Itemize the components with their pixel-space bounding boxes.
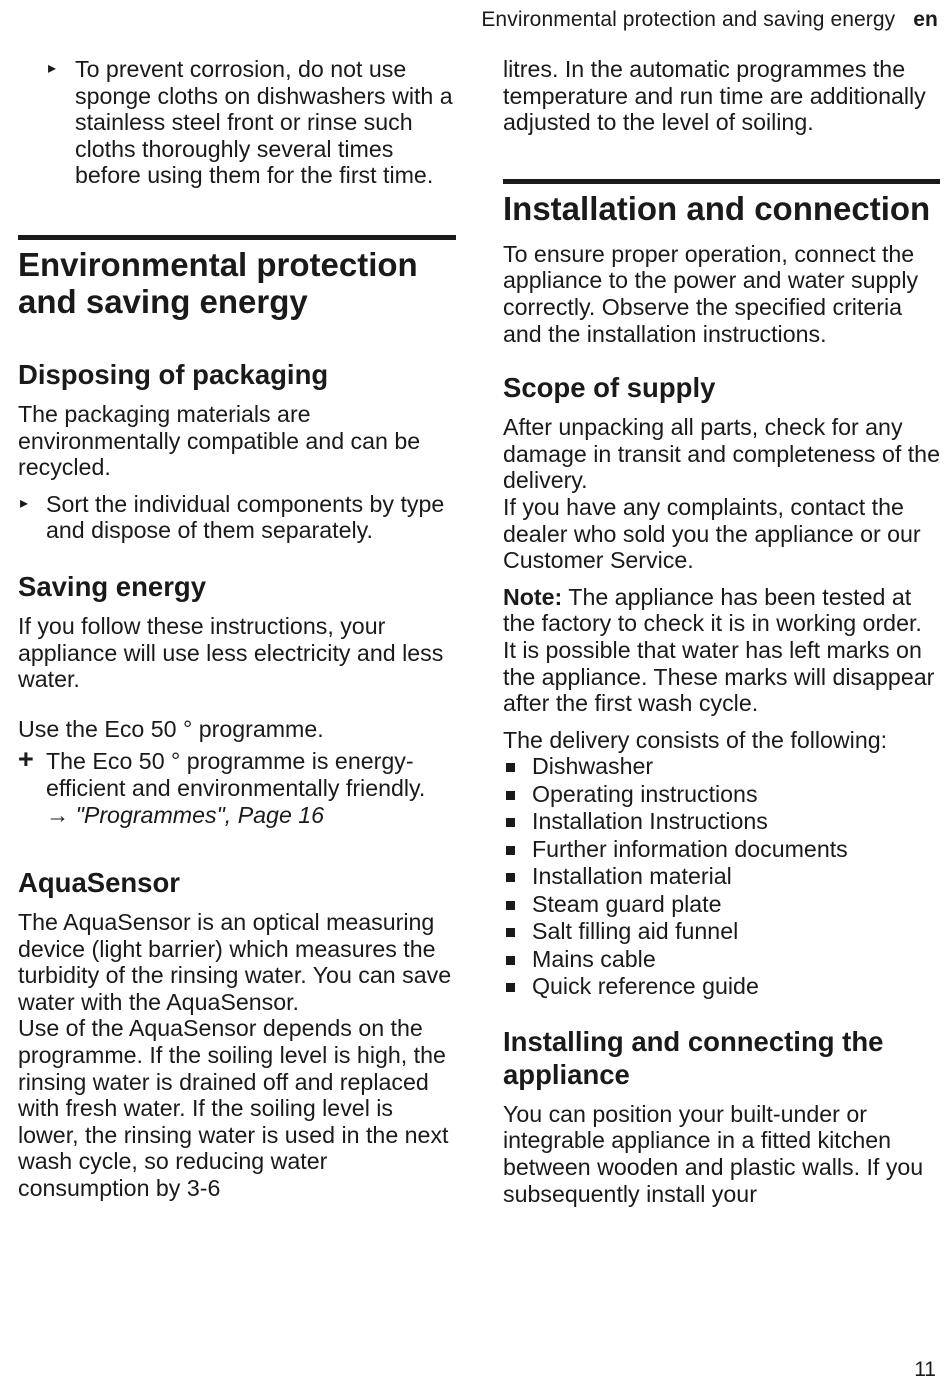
delivery-list — [503, 753, 940, 1001]
plus-icon: + — [18, 744, 34, 775]
heading-aquasensor: AquaSensor — [18, 867, 180, 899]
triangle-bullet-icon: ▸ — [48, 60, 57, 77]
delivery-list-intro: The delivery consists of the following: — [503, 726, 888, 753]
saving-energy-text: If you follow these instructions, your appliance will use less electricity and less water. — [18, 612, 444, 693]
list-item: Salt filling aid funnel — [503, 918, 940, 946]
aquasensor-text-1: The AquaSensor is an optical measuring device (light barrier) which measures the turbidity of the rinsing water. You can save water with the AquaSensor. — [18, 909, 452, 1015]
list-item: Operating instructions — [503, 781, 940, 809]
heading-saving-energy: Saving energy — [18, 570, 206, 602]
corrosion-bullet: ▸ To prevent corrosion, do not use sponge cloths on dishwashers with a stainless steel front or rinse such cloths thoroughly several times before using them for the first time. — [48, 56, 453, 189]
packaging-bullet: ▸ Sort the individual components by type and dispose of them separately. — [20, 490, 445, 544]
installing-text: You can position your built-under or integrable appliance in a fitted kitchen between wooden and plastic walls. If you subsequently install your — [503, 1100, 924, 1207]
heading-scope-of-supply: Scope of supply — [503, 372, 716, 404]
scope-text-2: If you have any complaints, contact the dealer who sold you the appliance or our Customer Service. — [503, 493, 921, 574]
section-title-environment: Environmental protection and saving energy — [18, 235, 456, 320]
section-title-installation: Installation and connection — [503, 179, 940, 227]
list-item: Mains cable — [503, 946, 940, 974]
eco-benefit-item: + The Eco 50 ° programme is energy-efficient and environmentally friendly. → "Programmes", Page 16 — [18, 748, 456, 828]
installation-intro: To ensure proper operation, connect the appliance to the power and water supply correctly. Observe the specified criteria and the installation instructions. — [503, 240, 919, 347]
running-header — [481, 8, 938, 32]
right-column — [503, 56, 940, 1207]
note-paragraph — [503, 584, 940, 717]
note-label: Note: — [503, 583, 563, 610]
list-item: Further information documents — [503, 836, 940, 864]
running-header-title: Environmental protection and saving energy — [481, 8, 896, 31]
aquasensor-text-2: Use of the AquaSensor depends on the programme. If the soiling level is high, the rinsing water is drained off and replaced with fresh water. If the soiling level is lower, the rinsing water is used in the next wash cycle, so reducing water consumption by 3-6 — [18, 1015, 449, 1202]
packaging-text: The packaging materials are environmentally compatible and can be recycled. — [18, 400, 421, 481]
heading-installing-connecting: Installing and connecting the appliance — [503, 1025, 884, 1090]
left-column — [18, 56, 456, 1202]
list-item: Installation Instructions — [503, 808, 940, 836]
scope-text-1: After unpacking all parts, check for any damage in transit and completeness of the delivery. — [503, 414, 940, 494]
programmes-cross-reference[interactable]: → "Programmes", Page 16 — [46, 801, 325, 828]
page-number: 11 — [914, 1358, 936, 1381]
triangle-bullet-icon: ▸ — [20, 494, 29, 512]
list-item: Installation material — [503, 863, 940, 891]
list-item: Steam guard plate — [503, 891, 940, 919]
heading-disposing-packaging: Disposing of packaging — [18, 358, 329, 390]
list-item: Quick reference guide — [503, 973, 940, 1001]
list-item: Dishwasher — [503, 753, 940, 781]
language-code: en — [913, 8, 938, 31]
note-text: The appliance has been tested at the factory to check it is in working order. It is possible that water has left marks on the appliance. These marks will disappear after the first wash cycle. — [503, 583, 935, 717]
aquasensor-continued-text: litres. In the automatic programmes the temperature and run time are additionally adjusted to the level of soiling. — [503, 56, 926, 136]
eco-programme-line: Use the Eco 50 ° programme. — [18, 715, 324, 742]
